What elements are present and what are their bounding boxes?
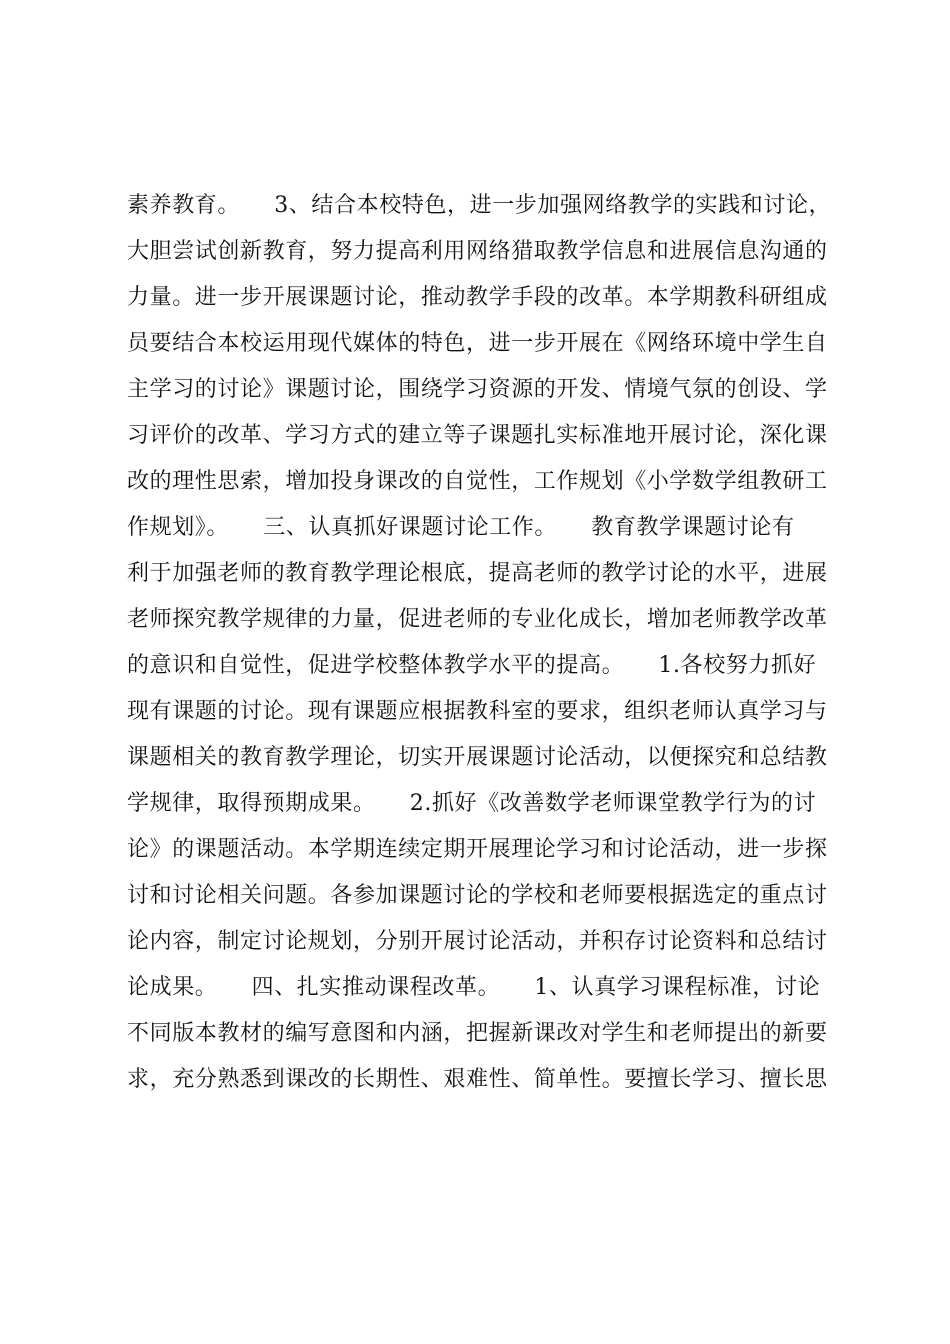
text-line: 利于加强老师的教育教学理论根底，提高老师的教学讨论的水平，进展 bbox=[127, 561, 828, 586]
text-line: 老师探究教学规律的力量，促进老师的专业化成长，增加老师教学改革 bbox=[127, 607, 828, 632]
text-line: 论》的课题活动。本学期连续定期开展理论学习和讨论活动，进一步探 bbox=[127, 837, 828, 862]
text-line: 现有课题的讨论。现有课题应根据教科室的要求，组织老师认真学习与 bbox=[127, 699, 828, 724]
text-line: 学规律，取得预期成果。 2.抓好《改善数学老师课堂教学行为的讨 bbox=[127, 791, 817, 816]
text-line: 课题相关的教育教学理论，切实开展课题讨论活动，以便探究和总结教 bbox=[127, 745, 828, 770]
text-line: 主学习的讨论》课题讨论，围绕学习资源的开发、情境气氛的创设、学 bbox=[127, 377, 828, 402]
text-line: 改的理性思索，增加投身课改的自觉性，工作规划《小学数学组教研工 bbox=[127, 469, 828, 494]
text-line: 不同版本教材的编写意图和内涵，把握新课改对学生和老师提出的新要 bbox=[127, 1021, 828, 1046]
text-line: 求，充分熟悉到课改的长期性、艰难性、简单性。要擅长学习、擅长思 bbox=[127, 1067, 828, 1092]
text-line: 员要结合本校运用现代媒体的特色，进一步开展在《网络环境中学生自 bbox=[127, 331, 828, 356]
text-line: 习评价的改革、学习方式的建立等子课题扎实标准地开展讨论，深化课 bbox=[127, 423, 828, 448]
text-line: 论内容，制定讨论规划，分别开展讨论活动，并积存讨论资料和总结讨 bbox=[127, 929, 828, 954]
text-line: 讨和讨论相关问题。各参加课题讨论的学校和老师要根据选定的重点讨 bbox=[127, 883, 828, 908]
body-text bbox=[127, 188, 837, 1108]
text-line: 大胆尝试创新教育，努力提高利用网络猎取教学信息和进展信息沟通的 bbox=[127, 239, 828, 264]
text-line: 素养教育。 3、结合本校特色，进一步加强网络教学的实践和讨论， bbox=[127, 193, 832, 218]
text-line: 力量。进一步开展课题讨论，推动教学手段的改革。本学期教科研组成 bbox=[127, 285, 828, 310]
text-line: 作规划》。 三、认真抓好课题讨论工作。 教育教学课题讨论有 bbox=[127, 515, 795, 540]
text-line: 论成果。 四、扎实推动课程改革。 1、认真学习课程标准，讨论 bbox=[127, 975, 821, 1000]
text-line: 的意识和自觉性，促进学校整体教学水平的提高。 1.各校努力抓好 bbox=[127, 653, 817, 678]
